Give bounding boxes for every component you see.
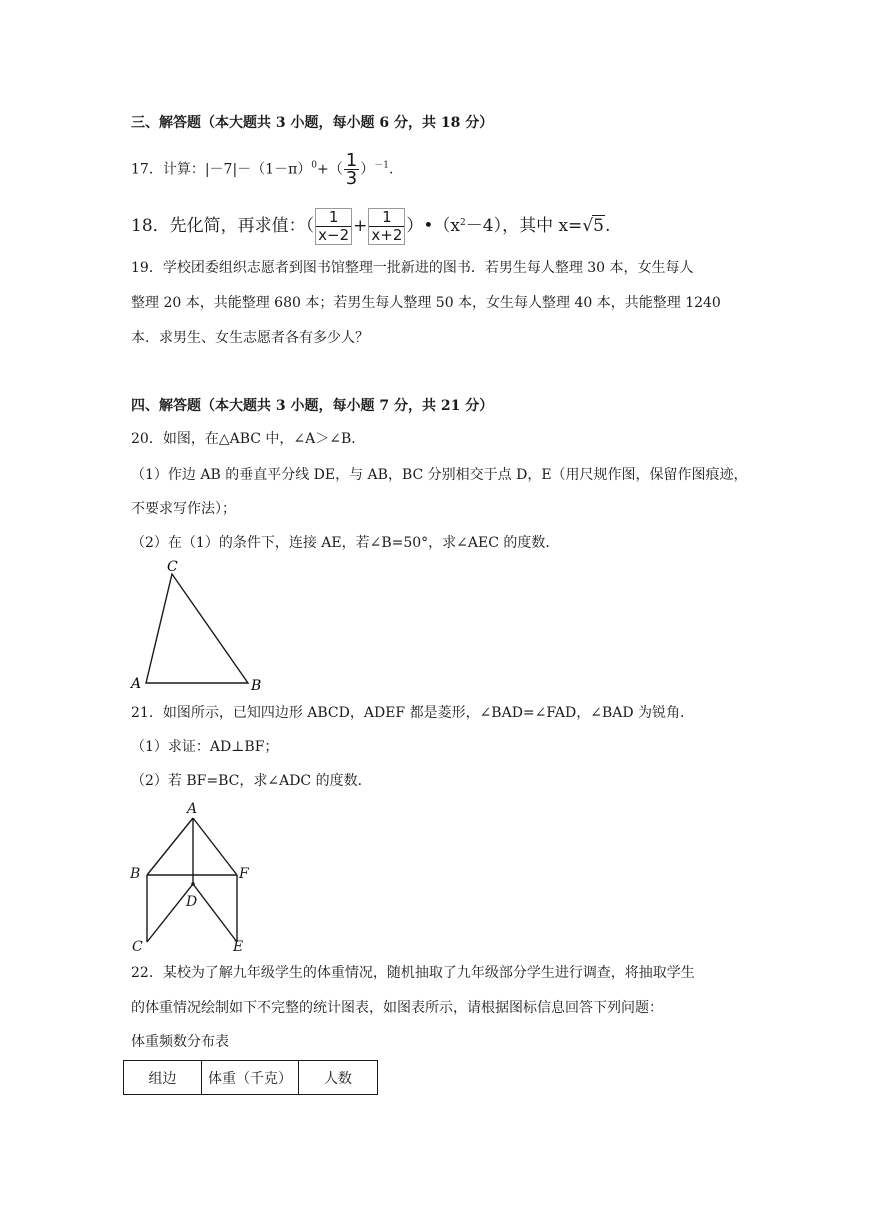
q18-fraction-1-numerator: 1 [316, 209, 351, 227]
q17-close-paren: ） [360, 161, 375, 178]
label-e: E [233, 939, 244, 955]
label-b: B [251, 678, 262, 694]
q17-zero-exponent: 0 [311, 160, 318, 171]
section-4-heading: 四、解答题（本大题共 3 小题，每小题 7 分，共 21 分） [131, 398, 494, 414]
triangle-abc-figure [120, 555, 280, 700]
label-a: A [187, 801, 198, 817]
q20-part-2: （2）在（1）的条件下，连接 AE，若∠B=50°，求∠AEC 的度数． [131, 535, 560, 551]
q18-fraction-1 [315, 208, 352, 245]
label-a: A [131, 676, 142, 692]
q17-fraction [344, 152, 359, 187]
q20-part-1-line-2: 不要求写作法）； [131, 501, 236, 517]
label-b: B [130, 866, 141, 882]
label-f: F [239, 866, 249, 882]
q17-plus: +（ [317, 161, 343, 178]
q18-fraction-2 [368, 208, 405, 245]
q17-negative-exponent: －1 [374, 160, 389, 171]
rhombus-figure [125, 798, 260, 958]
q19-line-1: 19．学校团委组织志愿者到图书馆整理一批新进的图书．若男生每人整理 30 本，女生每人 [131, 260, 694, 276]
q18-prefix: 18．先化简，再求值：（ [131, 216, 315, 236]
label-d: D [186, 894, 198, 910]
q22-line-1: 22．某校为了解九年级学生的体重情况，随机抽取了九年级部分学生进行调查，将抽取学生 [131, 965, 695, 981]
q17-fraction-denominator: 3 [345, 168, 358, 189]
q22-table-title: 体重频数分布表 [131, 1034, 229, 1050]
q18-end: . [604, 216, 611, 236]
q20-part-1-line-1: （1）作边 AB 的垂直平分线 DE，与 AB，BC 分别相交于点 D，E（用尺规作图，保留作图痕迹， [131, 467, 748, 483]
section-3-heading: 三、解答题（本大题共 3 小题，每小题 6 分，共 18 分） [131, 115, 494, 131]
q18-radicand: 5 [593, 216, 604, 236]
question-18 [131, 208, 610, 245]
q18-square-exponent: 2 [460, 218, 466, 228]
table-header-group: 组边 [124, 1061, 202, 1095]
q18-radical-sign: √ [582, 216, 594, 236]
q18-fraction-2-denominator: x+2 [371, 226, 403, 244]
q18-plus: + [353, 216, 368, 236]
q17-end: . [388, 161, 394, 178]
table-header-weight: 体重（千克） [202, 1061, 299, 1095]
question-17 [131, 152, 393, 187]
label-c: C [167, 559, 178, 575]
q18-fraction-2-numerator: 1 [369, 209, 404, 227]
table-header-count: 人数 [299, 1061, 378, 1095]
q18-middle: ）•（x [406, 216, 461, 236]
q21-part-2: （2）若 BF=BC，求∠ADC 的度数． [131, 773, 372, 789]
triangle-abc [146, 574, 248, 683]
label-c: C [132, 939, 143, 955]
q17-expression: |－7|－（1－π） [204, 161, 312, 178]
table-header-row [124, 1061, 378, 1095]
q17-fraction-numerator: 1 [345, 150, 358, 171]
q19-line-2: 整理 20 本，共能整理 680 本；若男生每人整理 50 本，女生每人整理 40 本，共能整理 1240 [131, 295, 721, 311]
q22-line-2: 的体重情况绘制如下不完整的统计图表，如图表所示，请根据图标信息回答下列问题： [131, 1000, 663, 1016]
q17-prefix: 17．计算： [131, 161, 205, 178]
weight-frequency-table [123, 1060, 378, 1095]
q19-line-3: 本．求男生、女生志愿者各有多少人？ [131, 330, 369, 346]
q21-part-1: （1）求证：AD⊥BF； [131, 739, 279, 755]
q18-middle-2: －4），其中 x= [465, 216, 583, 236]
q21-stem: 21．如图所示，已知四边形 ABCD，ADEF 都是菱形，∠BAD=∠FAD，∠BAD 为锐角． [131, 705, 695, 721]
q20-stem: 20．如图，在△ABC 中，∠A＞∠B． [131, 431, 366, 447]
q18-fraction-1-denominator: x−2 [318, 226, 350, 244]
q18-sqrt [582, 216, 605, 236]
